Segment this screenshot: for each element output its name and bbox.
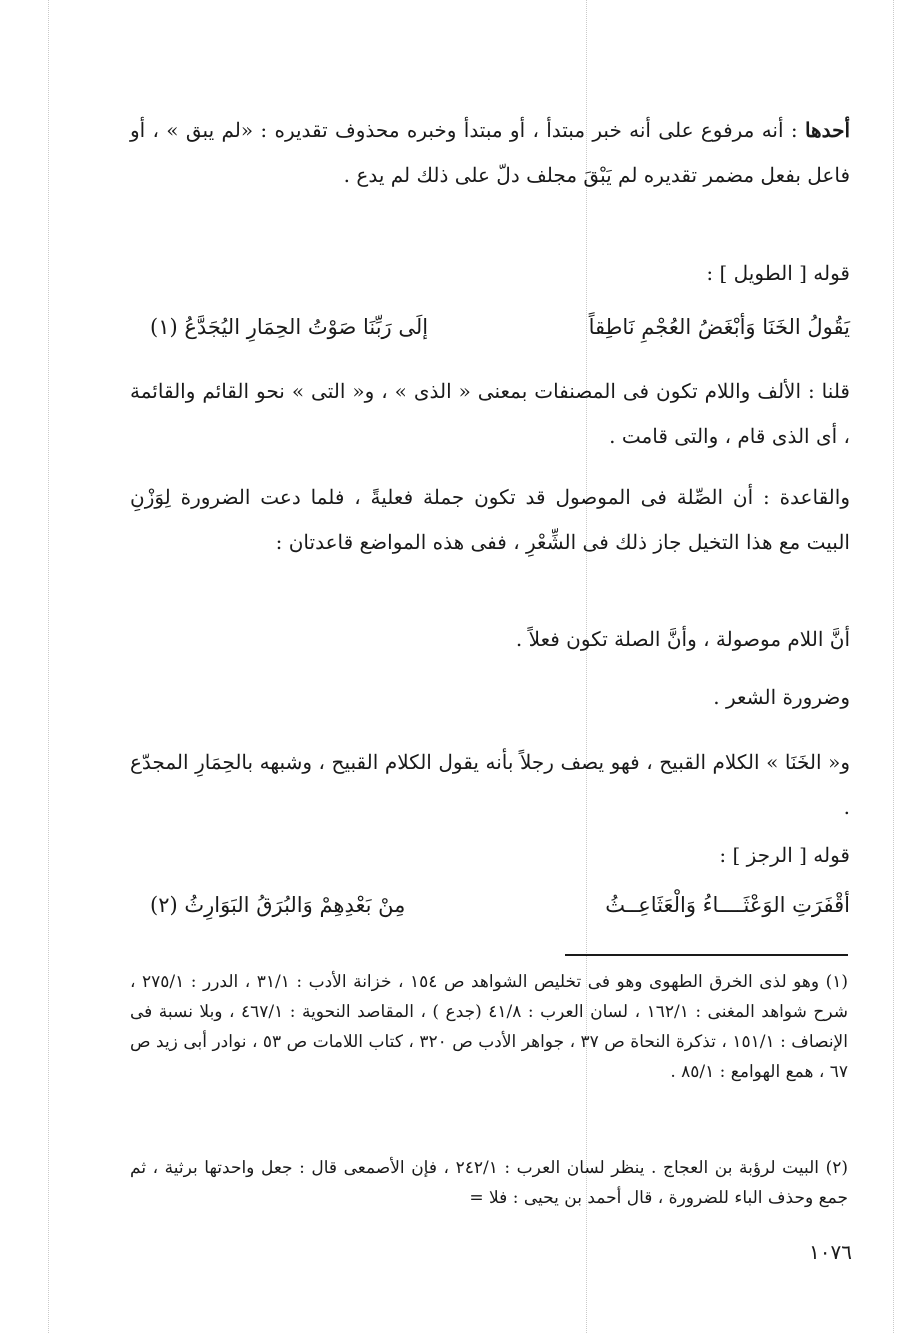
paragraph-rule-one: أنَّ اللام موصولة ، وأنَّ الصلة تكون فعلاً . [515, 627, 850, 651]
scan-dotted-line [586, 0, 587, 1333]
verse-line [150, 315, 850, 355]
footnote-2: (٢) البيت لرؤبة بن العجاج . ينظر لسان العرب : ٢٤٢/١ ، فإن الأصمعى قال : جعل واحدتها برثية ، ثم جمع وحذف الباء للضرورة ، قال أحمد بن يحيى : فلا = [130, 1158, 848, 1208]
paragraph-text: : أنه مرفوع على أنه خبر مبتدأ ، أو مبتدأ وخبره محذوف تقديره : «لم يبق » ، أو فاعل بفعل مضمر تقديره لم يَبْقَ مجلف دلّ على ذلك لم يدع . [130, 118, 850, 187]
verse-line [150, 893, 850, 933]
footnote-separator [565, 954, 848, 956]
footnote-1: (١) وهو لذى الخرق الطهوى وهو فى تخليص الشواهد ص ١٥٤ ، خزانة الأدب : ٣١/١ ، الدرر : ٢٧٥/١ ، شرح شواهد المغنى : ١٦٢/١ ، لسان العرب : ٤١/٨ (جدع ) ، المقاصد النحوية : ٤٦٧/١ ، وبلا نسبة فى الإنصاف : ١٥١/١ ، تذكرة النحاة ص ٣٧ ، جواهر الأدب ص ٣٢٠ ، كتاب اللامات ص ٥٣ ، نوادر أبى زيد ص ٦٧ ، همع الهوامع : ٨٥/١ . [130, 972, 849, 1082]
scan-dotted-line [893, 0, 894, 1333]
paragraph-lead-word: أحدها [804, 118, 850, 142]
verse-second-hemistich: إلَى رَبِّنَا صَوْتُ الحِمَارِ اليُجَدَّعُ (١) [150, 315, 429, 339]
paragraph-first-view [130, 108, 850, 198]
verse-intro: قوله [ الرجز ] : [719, 843, 850, 867]
page-number: ١٠٧٦ [809, 1240, 852, 1264]
verse-intro: قوله [ الطويل ] : [706, 261, 850, 285]
verse-second-hemistich: مِنْ بَعْدِهِمْ وَالبُرَقُ البَوَارِثُ (٢) [150, 893, 406, 917]
verse-first-hemistich: أقْفَرَتِ الوَعْثَــــاءُ وَالْعَثَاعِــثُ [605, 893, 850, 917]
paragraph-alif-lam: قلنا : الألف واللام تكون فى المصنفات بمعنى « الذى » ، و« التى » نحو القائم والقائمة ، أى الذى قام ، والتى قامت . [130, 379, 850, 448]
paragraph-khana: و« الخَنَا » الكلام القبيح ، فهو يصف رجلاً بأنه يقول الكلام القبيح ، وشبهه بالحِمَارِ المجدّع . [130, 750, 850, 819]
paragraph-rule: والقاعدة : أن الصِّلة فى الموصول قد تكون جملة فعليةً ، فلما دعت الضرورة لِوَزْنِ البيت مع هذا التخيل جاز ذلك فى الشِّعْرِ ، ففى هذه المواضع قاعدتان : [130, 485, 850, 554]
paragraph-rule-two: وضرورة الشعر . [713, 685, 850, 709]
verse-first-hemistich: يَقُولُ الخَنَا وَأبْغَضُ العُجْمِ نَاطِقاً [588, 315, 850, 339]
scan-dotted-line [48, 0, 49, 1333]
